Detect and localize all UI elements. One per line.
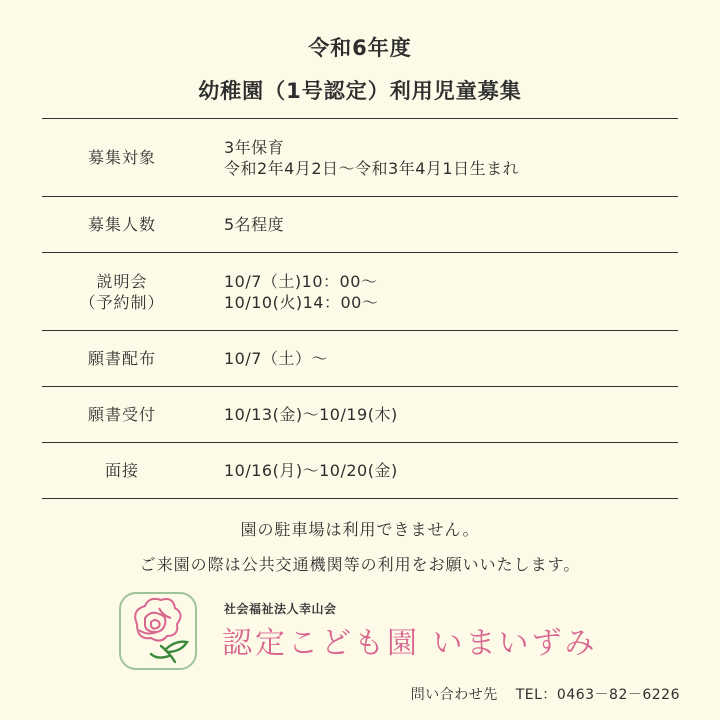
table-row-briefing	[42, 253, 678, 331]
row-value-line: 5名程度	[224, 215, 285, 234]
table-row-capacity	[42, 197, 678, 253]
contact-info	[411, 684, 680, 704]
row-value-line: 3年保育	[224, 137, 285, 157]
row-value	[202, 271, 378, 313]
row-label-line: 説明会	[96, 271, 148, 291]
table-row-application-acceptance	[42, 387, 678, 443]
transit-notice: ご来園の際は公共交通機関等の利用をお願いいたします。	[139, 555, 581, 574]
row-value-line: 令和2年4月2日～令和3年4月1日生まれ	[224, 158, 520, 178]
row-label: 募集人数	[87, 215, 156, 234]
row-value-line: 10/7（土）～	[224, 349, 328, 368]
page-year-heading: 令和6年度	[308, 36, 412, 60]
table-row-application-distribution	[42, 331, 678, 387]
row-value-line: 10/13(金)～10/19(木)	[224, 405, 398, 424]
row-label	[42, 271, 202, 313]
parking-notice: 園の駐車場は利用できません。	[240, 520, 480, 539]
row-label: 願書受付	[87, 405, 156, 424]
organization-name: 社会福祉法人幸山会	[224, 602, 337, 616]
row-label-line: （予約制）	[79, 292, 165, 312]
row-label: 面接	[104, 461, 139, 480]
page-title: 幼稚園（1号認定）利用児童募集	[198, 79, 522, 103]
recruitment-info-table	[42, 118, 678, 499]
tel-label: TEL：	[515, 687, 557, 703]
row-value	[202, 137, 519, 179]
contact-label: 問い合わせ先	[410, 687, 498, 703]
table-row-interview	[42, 443, 678, 499]
row-label: 願書配布	[87, 349, 156, 368]
row-label: 募集対象	[87, 148, 156, 167]
row-value	[202, 460, 398, 481]
row-value	[202, 404, 398, 425]
carnation-flower-icon	[117, 590, 199, 672]
row-value-line: 10/16(月)～10/20(金)	[224, 461, 398, 480]
row-value-line: 10/7（土)10：00～	[224, 271, 378, 291]
table-row-target	[42, 119, 678, 197]
tel-number: 0463－82－6226	[556, 687, 680, 703]
row-value	[202, 348, 328, 369]
row-value	[202, 214, 284, 235]
school-name-logo-text: 認定こども園 いまいずみ	[222, 626, 598, 661]
row-value-line: 10/10(火)14：00～	[224, 292, 379, 312]
